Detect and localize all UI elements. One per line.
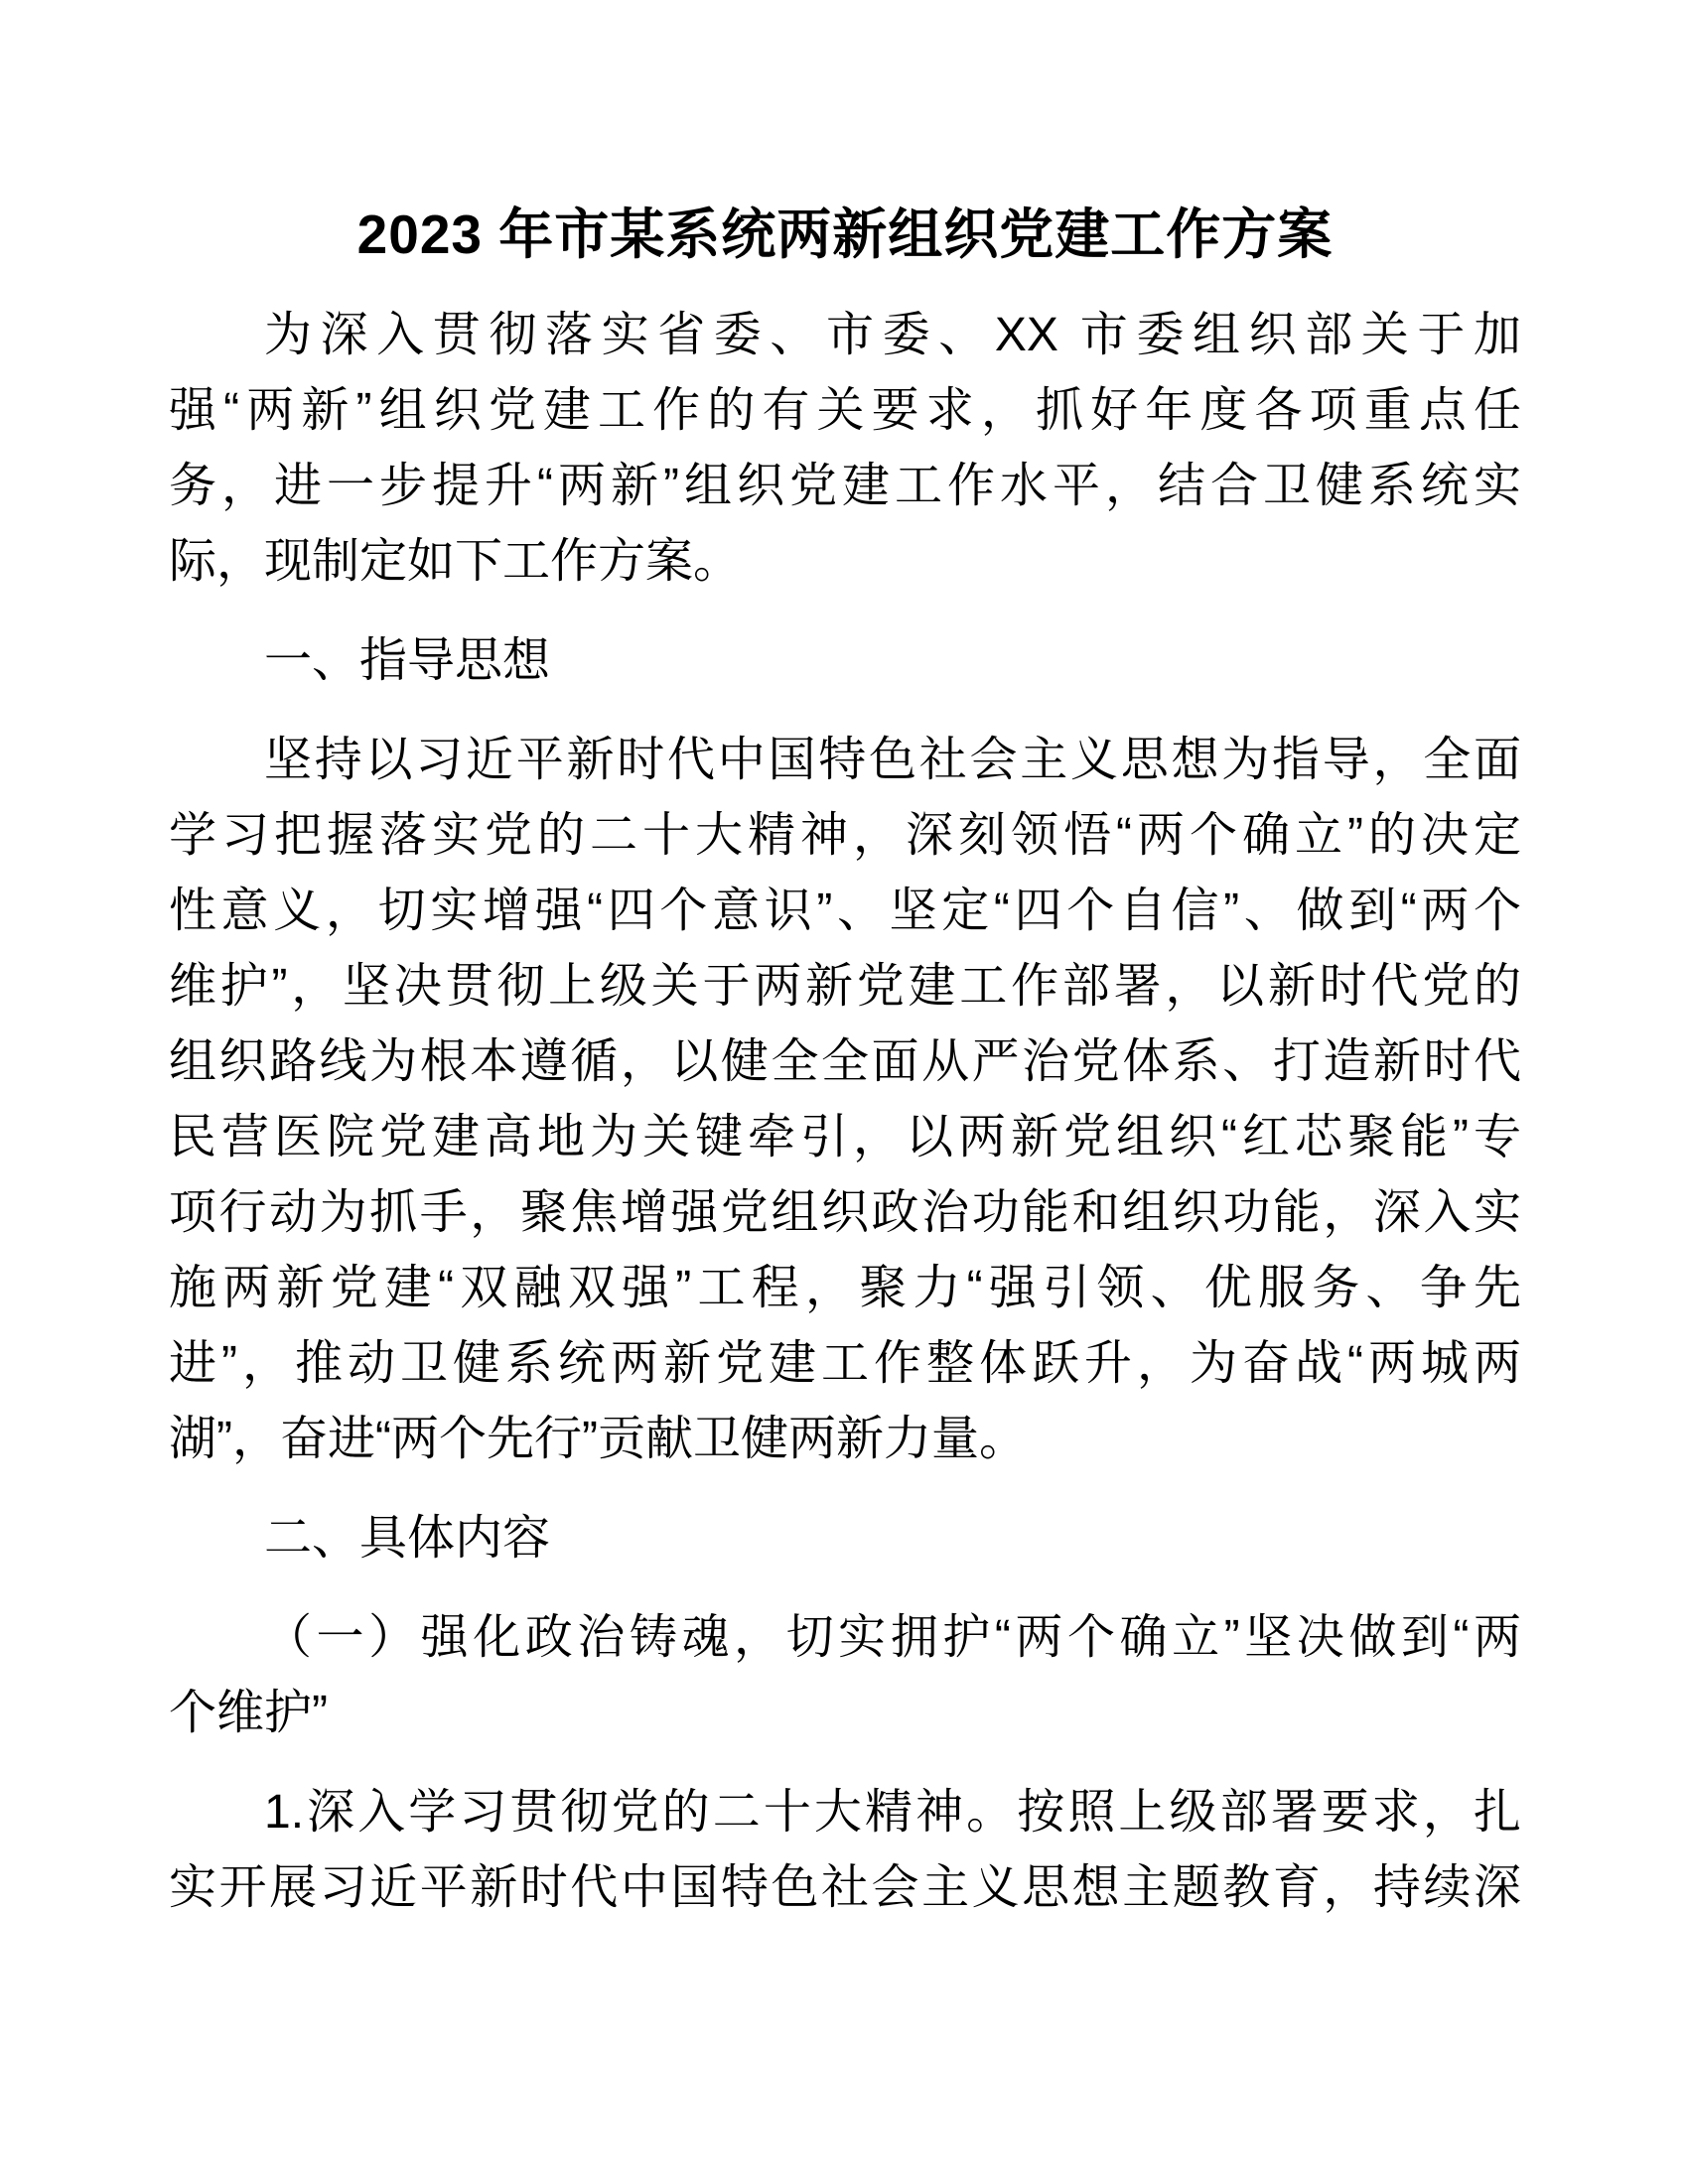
text-line: 实开展习近平新时代中国特色社会主义思想主题教育，持续深 bbox=[169, 1861, 1521, 1914]
text-line: 项行动为抓手，聚焦增强党组织政治功能和组织功能，深入实 bbox=[169, 1186, 1521, 1239]
text-line: 进”，推动卫健系统两新党建工作整体跃升，为奋战“两城两 bbox=[169, 1337, 1521, 1390]
subheading-section-one bbox=[169, 1600, 1521, 1751]
text-line: 1.深入学习贯彻党的二十大精神。按照上级部署要求，扎 bbox=[264, 1786, 1521, 1839]
text-line: 务，进一步提升“两新”组织党建工作水平，结合卫健系统实 bbox=[169, 460, 1521, 512]
text-line: 为深入贯彻落实省委、市委、XX 市委组织部关于加 bbox=[264, 309, 1521, 361]
text-line: 坚持以习近平新时代中国特色社会主义思想为指导，全面 bbox=[264, 734, 1521, 786]
text-line: 湖”，奋进“两个先行”贡献卫健两新力量。 bbox=[169, 1413, 1027, 1465]
heading-guiding-ideology bbox=[169, 623, 1521, 699]
heading-text: 一、指导思想 bbox=[264, 634, 551, 687]
text-line: 性意义，切实增强“四个意识”、坚定“四个自信”、做到“两个 bbox=[169, 885, 1521, 937]
text-line: 学习把握落实党的二十大精神，深刻领悟“两个确立”的决定 bbox=[169, 809, 1521, 862]
text-line: 际，现制定如下工作方案。 bbox=[169, 535, 742, 588]
text-line: 施两新党建“双融双强”工程，聚力“强引领、优服务、争先 bbox=[169, 1262, 1521, 1314]
paragraph-item-1 bbox=[169, 1775, 1521, 1926]
text-line: 个维护” bbox=[169, 1687, 328, 1739]
document-title: 2023 年市某系统两新组织党建工作方案 bbox=[356, 204, 1334, 265]
heading-specific-content bbox=[169, 1501, 1521, 1576]
heading-text: 二、具体内容 bbox=[264, 1512, 551, 1565]
paragraph-intro bbox=[169, 298, 1521, 600]
text-line: 强“两新”组织党建工作的有关要求，抓好年度各项重点任 bbox=[169, 384, 1521, 437]
text-line: 组织路线为根本遵循，以健全全面从严治党体系、打造新时代 bbox=[169, 1035, 1521, 1088]
paragraph-guiding-ideology bbox=[169, 723, 1521, 1477]
text-line: 维护”，坚决贯彻上级关于两新党建工作部署，以新时代党的 bbox=[169, 960, 1521, 1013]
text-line: （一）强化政治铸魂，切实拥护“两个确立”坚决做到“两 bbox=[264, 1611, 1521, 1664]
text-line: 民营医院党建高地为关键牵引，以两新党组织“红芯聚能”专 bbox=[169, 1111, 1521, 1163]
